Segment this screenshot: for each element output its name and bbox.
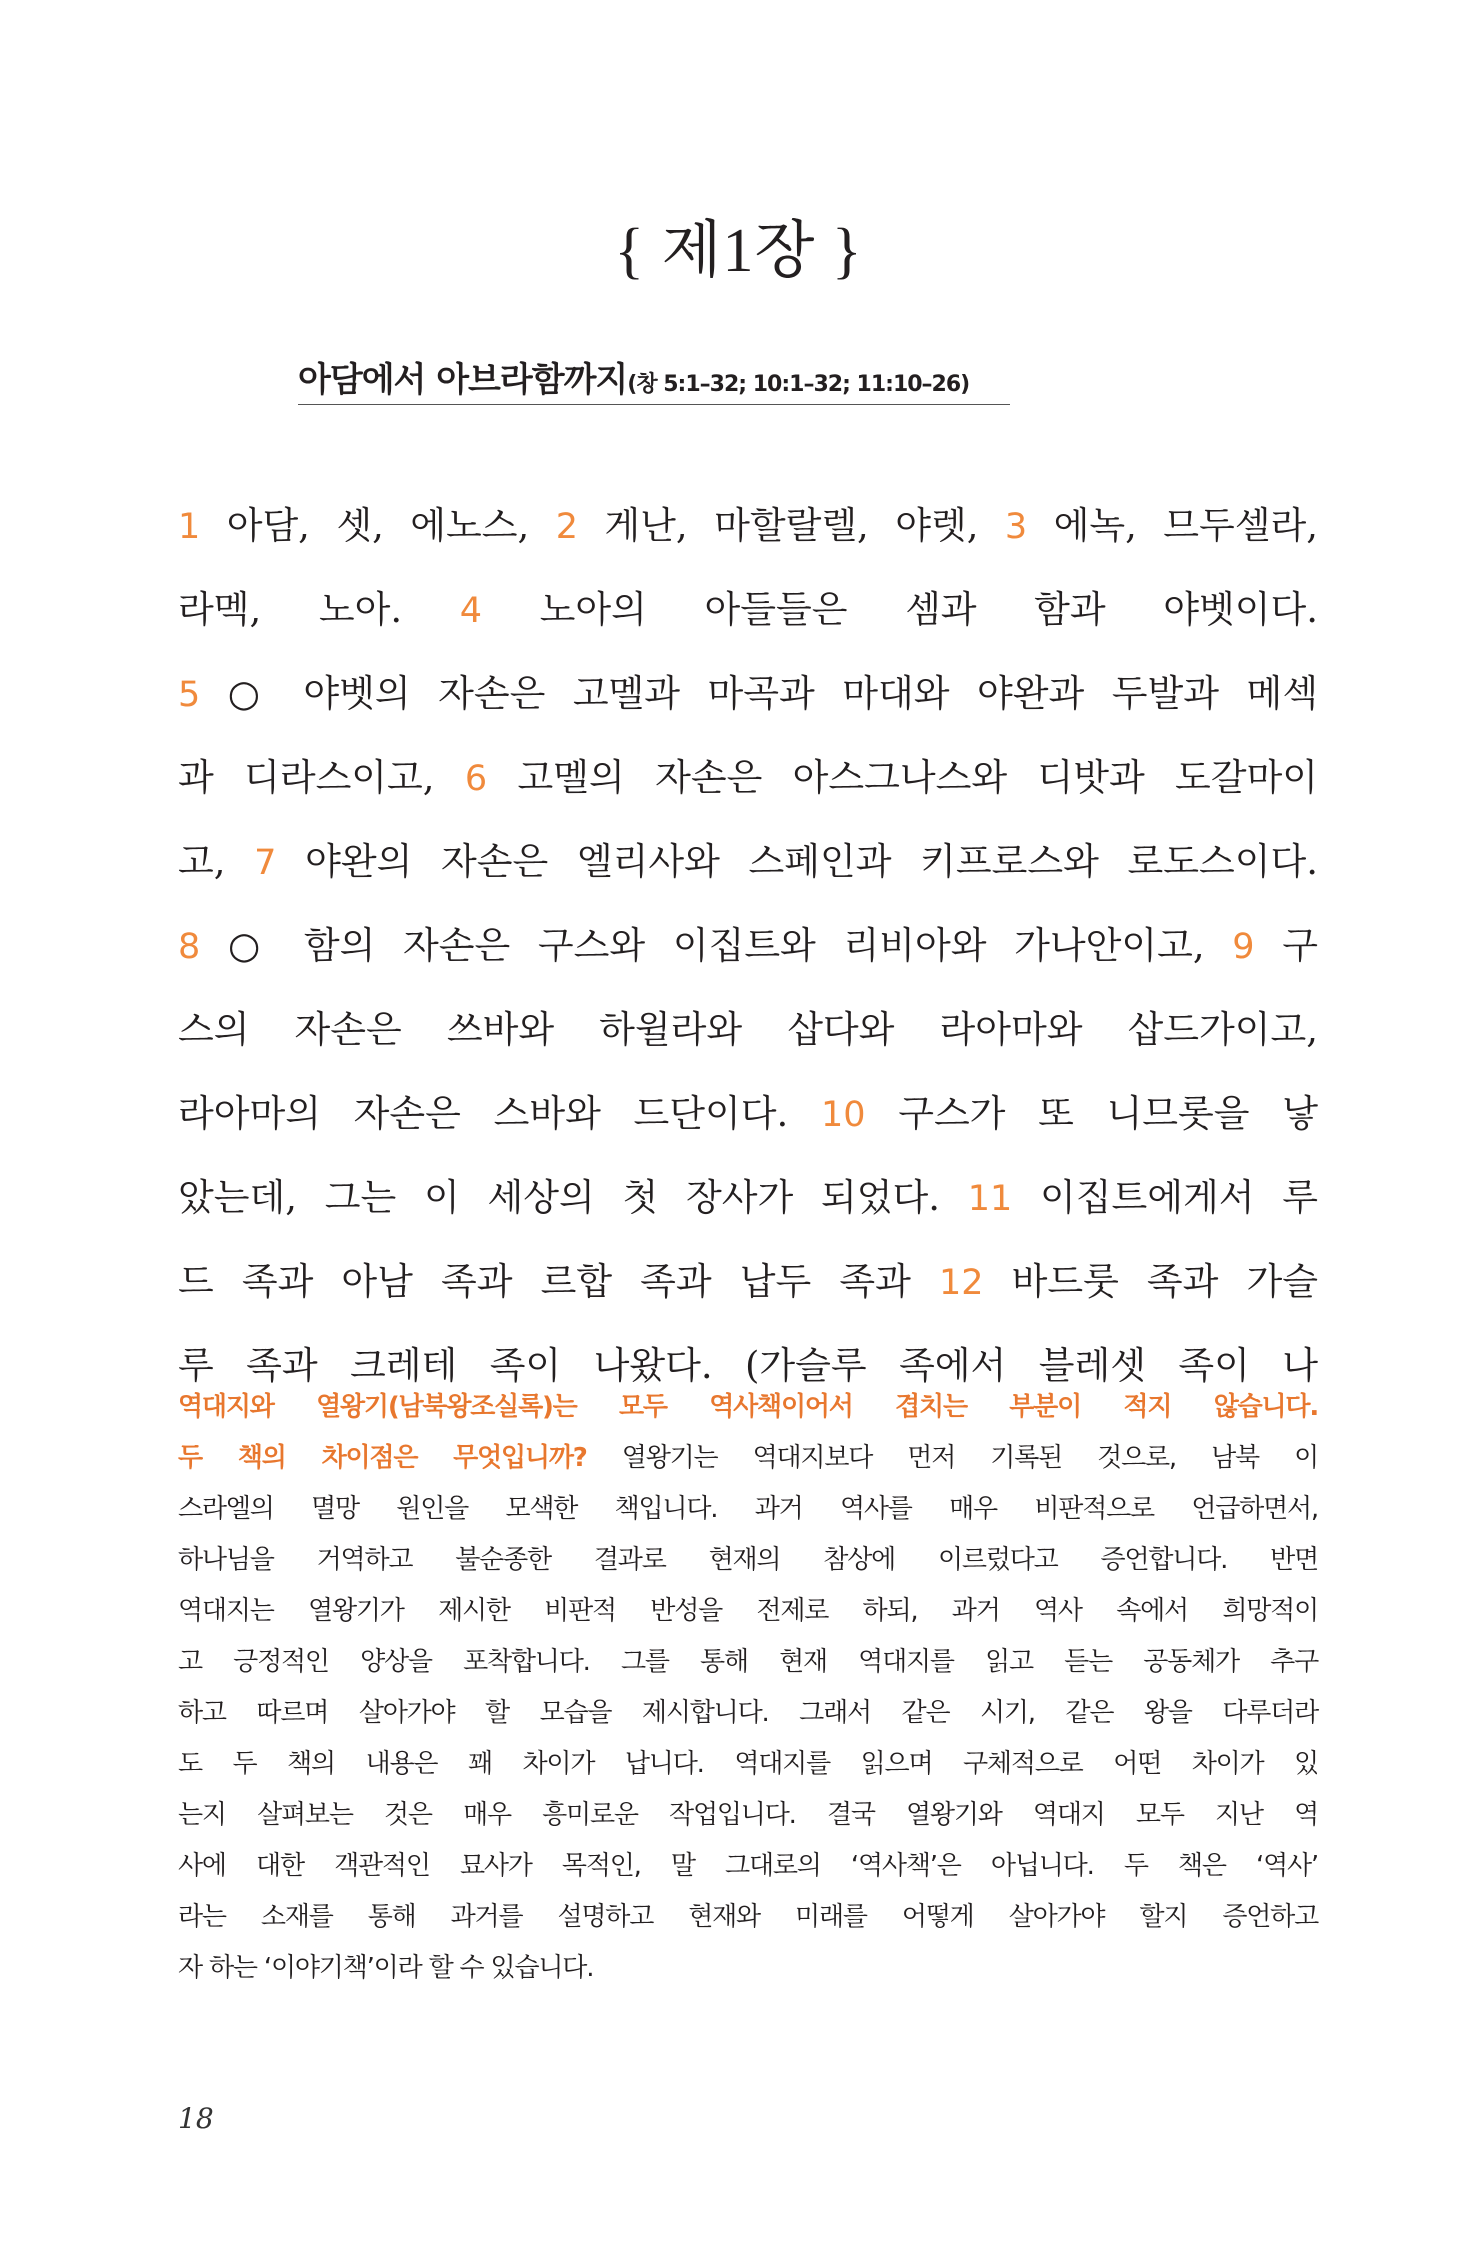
commentary-text: 라는 소재를 통해 과거를 설명하고 현재와 미래를 어떻게 살아가야 할지 증언하고 [178,1902,1318,1932]
verse-text: 구 [1254,924,1318,967]
verse-number: 9 [1232,927,1255,967]
verse-number: 8 [178,927,201,967]
commentary-question: 역대지와 열왕기(남북왕조실록)는 모두 역사책이어서 겹치는 부분이 적지 않습니다. [178,1392,1318,1422]
commentary-text: 사에 대한 객관적인 묘사가 목적인, 말 그대로의 ‘역사책’은 아닙니다. 두 책은 ‘역사’ [178,1851,1318,1881]
scripture-line [178,1072,1318,1156]
commentary-text: 스라엘의 멸망 원인을 모색한 책입니다. 과거 역사를 매우 비판적으로 언급하면서, [178,1494,1318,1524]
verse-number: 12 [938,1263,984,1303]
commentary-text: 도 두 책의 내용은 꽤 차이가 납니다. 역대지를 읽으며 구체적으로 어떤 차이가 있 [178,1749,1318,1779]
verse-number: 11 [967,1179,1013,1219]
verse-number: 2 [555,507,578,547]
verse-text: 라아마의 자손은 스바와 드단이다. [178,1092,821,1135]
scripture-line [178,736,1318,820]
verse-text: 노아의 아들들은 셈과 함과 야벳이다. [482,588,1318,631]
verse-number: 6 [464,759,488,799]
commentary-line [178,1637,1318,1688]
scripture-line [178,820,1318,904]
verse-text: 루 족과 크레테 족이 나왔다. (가슬루 족에서 블레셋 족이 나 [178,1344,1318,1387]
commentary-text: 자 하는 ‘이야기책’이라 할 수 있습니다. [178,1953,594,1983]
scripture-line [178,652,1318,736]
verse-text: 과 디라스이고, [178,756,465,799]
verse-text: 아담, 셋, 에노스, [200,504,556,547]
page-number: 18 [178,2102,214,2135]
scripture-line [178,484,1318,568]
commentary-text: 하고 따르며 살아가야 할 모습을 제시합니다. 그래서 같은 시기, 같은 왕을 다루더라 [178,1698,1318,1728]
verse-text: 드 족과 아남 족과 르합 족과 납두 족과 [178,1260,939,1303]
section-heading [298,352,1010,405]
verse-text: 라멕, 노아. [178,588,460,631]
verse-text: 에녹, 므두셀라, [1027,504,1319,547]
chapter-title: { 제1장 } [614,217,863,285]
scripture-line [178,568,1318,652]
scripture-text [178,484,1318,1408]
verse-text: ○ 야벳의 자손은 고멜과 마곡과 마대와 야완과 두발과 메섹 [200,672,1318,715]
commentary-text: 고 긍정적인 양상을 포착합니다. 그를 통해 현재 역대지를 읽고 듣는 공동체가 추구 [178,1647,1318,1677]
verse-text: 구스가 또 니므롯을 낳 [865,1092,1318,1135]
verse-text: ○ 함의 자손은 구스와 이집트와 리비아와 가나안이고, [200,924,1233,967]
verse-number: 3 [1004,507,1028,547]
commentary-line [178,1484,1318,1535]
verse-text: 고멜의 자손은 아스그나스와 디밧과 도갈마이 [487,756,1318,799]
scripture-line [178,1156,1318,1240]
commentary-line [178,1382,1318,1433]
commentary-box [178,1382,1318,1994]
verse-text: 았는데, 그는 이 세상의 첫 장사가 되었다. [178,1176,968,1219]
verse-text: 고, [178,840,255,883]
commentary-line [178,1586,1318,1637]
scripture-line [178,904,1318,988]
verse-text: 이집트에게서 루 [1012,1176,1318,1219]
commentary-text: 열왕기는 역대지보다 먼저 기록된 것으로, 남북 이 [586,1443,1318,1473]
commentary-line [178,1943,1318,1994]
verse-number: 1 [178,507,201,547]
verse-number: 4 [459,591,483,631]
scripture-line [178,988,1318,1072]
section-reference: (창 5:1–32; 10:1–32; 11:10–26) [627,372,970,397]
commentary-question: 두 책의 차이점은 무엇입니까? [178,1443,587,1473]
commentary-line [178,1739,1318,1790]
verse-text: 스의 자손은 쓰바와 하윌라와 삽다와 라아마와 삽드가이고, [178,1008,1318,1051]
commentary-line [178,1535,1318,1586]
commentary-line [178,1790,1318,1841]
verse-number: 5 [178,675,201,715]
commentary-text: 하나님을 거역하고 불순종한 결과로 현재의 참상에 이르렀다고 증언합니다. 반면 [178,1545,1318,1575]
commentary-line [178,1841,1318,1892]
scripture-line [178,1240,1318,1324]
commentary-line [178,1433,1318,1484]
verse-text: 바드룻 족과 가슬 [983,1260,1318,1303]
commentary-text: 역대지는 열왕기가 제시한 비판적 반성을 전제로 하되, 과거 역사 속에서 희망적이 [178,1596,1318,1626]
verse-text: 게난, 마할랄렐, 야렛, [578,504,1005,547]
verse-number: 7 [254,843,277,883]
verse-text: 야완의 자손은 엘리사와 스페인과 키프로스와 로도스이다. [276,840,1318,883]
section-title: 아담에서 아브라함까지 [298,360,628,400]
commentary-line [178,1892,1318,1943]
commentary-line [178,1688,1318,1739]
verse-number: 10 [820,1095,866,1135]
commentary-text: 는지 살펴보는 것은 매우 흥미로운 작업입니다. 결국 열왕기와 역대지 모두 지난 역 [178,1800,1318,1830]
